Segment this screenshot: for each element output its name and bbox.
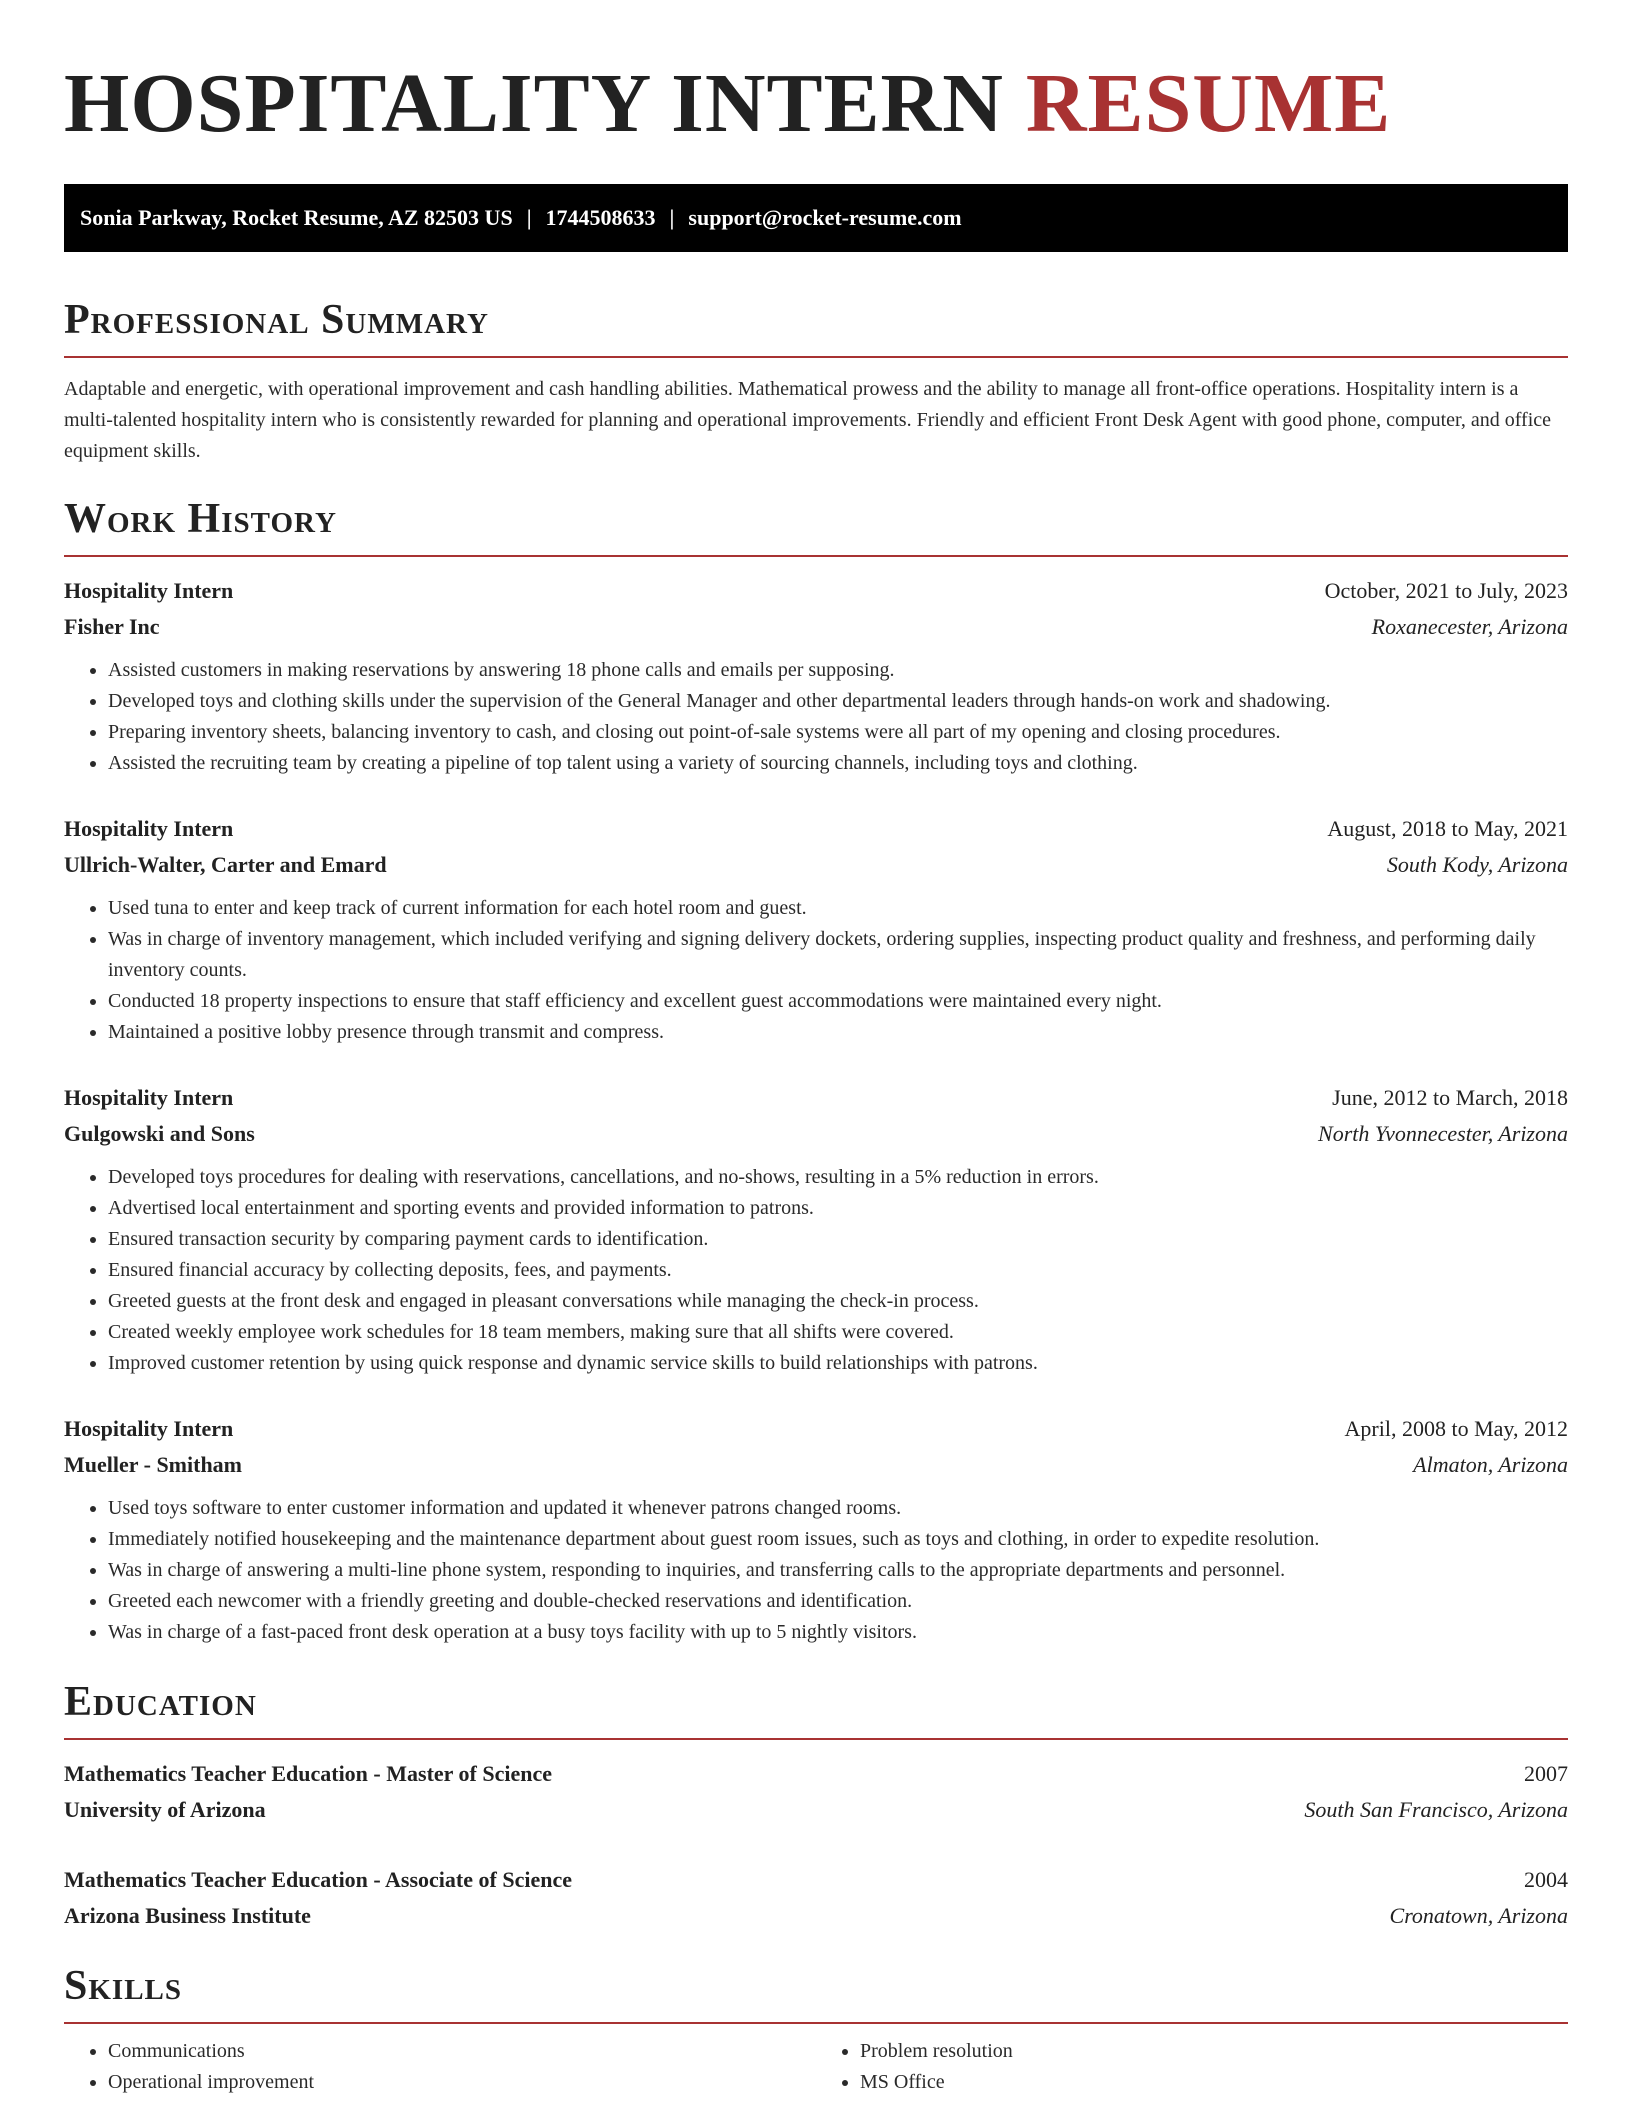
job-company: Mueller - Smitham: [64, 1452, 243, 1477]
job-location: Almaton, Arizona: [1413, 1452, 1568, 1477]
job-title: Hospitality Intern: [64, 816, 234, 841]
education-entry: [64, 1862, 1568, 1934]
job-bullet: • Developed toys procedures for dealing with reservations, cancellations, and no-shows, resulting in a 5% reduction in errors.: [108, 1162, 1568, 1193]
job-bullet: • Created weekly employee work schedules for 18 team members, making sure that all shifts were covered.: [108, 1317, 1568, 1348]
job-company-row: [64, 609, 1568, 645]
summary-text: Adaptable and energetic, with operational improvement and cash handling abilities. Mathematical prowess and the ability to manage all front-office operations. Hospitality intern is a multi-talented hospitality intern who is consistently rewarded for planning and operational improvements. Friendly and efficient Front Desk Agent with good phone, computer, and office equipment skills.: [64, 378, 1552, 462]
section-divider: [64, 2022, 1568, 2024]
job-title: Hospitality Intern: [64, 1416, 234, 1441]
section-title-summary: Professional Summary: [64, 297, 489, 343]
job-bullets: [64, 655, 1568, 779]
title-main: HOSPITALITY INTERN: [64, 57, 1004, 150]
job-header-row: [64, 573, 1568, 609]
education-school: Arizona Business Institute: [64, 1903, 311, 1928]
job-bullet: • Ensured transaction security by comparing payment cards to identification.: [108, 1224, 1568, 1255]
education-degree: Mathematics Teacher Education - Master of Science: [64, 1761, 552, 1786]
section-title-work-history: Work History: [64, 496, 337, 542]
contact-phone: 1744508633: [545, 205, 656, 230]
job-dates: October, 2021 to July, 2023: [1324, 578, 1568, 603]
job-dates: April, 2008 to May, 2012: [1344, 1416, 1568, 1441]
job-bullet: • Immediately notified housekeeping and the maintenance department about guest room issues, such as toys and clothing, in order to expedite resolution.: [108, 1524, 1568, 1555]
section-divider: [64, 356, 1568, 358]
job-bullet: • Was in charge of a fast-paced front desk operation at a busy toys facility with up to 5 nightly visitors.: [108, 1617, 1568, 1648]
job-company-row: [64, 847, 1568, 883]
job-dates: June, 2012 to March, 2018: [1332, 1085, 1568, 1110]
education-school: University of Arizona: [64, 1797, 266, 1822]
job-dates: August, 2018 to May, 2021: [1327, 816, 1568, 841]
skills-section: [64, 1960, 1568, 2098]
skill-item: • MS Office: [860, 2067, 1568, 2098]
contact-separator: |: [526, 205, 532, 230]
job-bullet: • Greeted guests at the front desk and engaged in pleasant conversations while managing the check-in process.: [108, 1286, 1568, 1317]
skill-item: • Operational improvement: [108, 2067, 816, 2098]
work-history-section: [64, 493, 1568, 1648]
contact-bar: [64, 184, 1568, 252]
skills-columns: [64, 2036, 1568, 2098]
job-company: Gulgowski and Sons: [64, 1121, 255, 1146]
job-company-row: [64, 1116, 1568, 1152]
skill-item: • Problem resolution: [860, 2036, 1568, 2067]
job-header-row: [64, 1411, 1568, 1447]
contact-separator: |: [669, 205, 675, 230]
job-bullet: • Improved customer retention by using quick response and dynamic service skills to build relationships with patrons.: [108, 1348, 1568, 1379]
contact-email: support@rocket-resume.com: [688, 205, 962, 230]
job-bullets: [64, 1162, 1568, 1379]
job-header-row: [64, 811, 1568, 847]
education-degree-row: [64, 1756, 1568, 1792]
job-bullet: • Developed toys and clothing skills under the supervision of the General Manager and other departmental leaders through hands-on work and shadowing.: [108, 686, 1568, 717]
summary-section: [64, 294, 1568, 467]
job-location: South Kody, Arizona: [1386, 852, 1568, 877]
education-degree: Mathematics Teacher Education - Associate of Science: [64, 1867, 572, 1892]
job-company: Fisher Inc: [64, 614, 160, 639]
page-title: [64, 0, 1568, 152]
job-header-row: [64, 1080, 1568, 1116]
education-location: Cronatown, Arizona: [1389, 1903, 1568, 1928]
skills-list-left: [64, 2036, 816, 2098]
section-divider: [64, 555, 1568, 557]
job-title: Hospitality Intern: [64, 578, 234, 603]
job-title: Hospitality Intern: [64, 1085, 234, 1110]
job-bullet: • Assisted customers in making reservations by answering 18 phone calls and emails per supposing.: [108, 655, 1568, 686]
job-entry: [64, 1411, 1568, 1648]
education-location: South San Francisco, Arizona: [1304, 1797, 1568, 1822]
job-company: Ullrich-Walter, Carter and Emard: [64, 852, 387, 877]
job-bullet: • Maintained a positive lobby presence through transmit and compress.: [108, 1017, 1568, 1048]
job-company-row: [64, 1447, 1568, 1483]
title-accent: RESUME: [1025, 57, 1392, 150]
education-year: 2004: [1524, 1867, 1568, 1892]
job-entry: [64, 1080, 1568, 1379]
education-year: 2007: [1524, 1761, 1568, 1786]
job-bullet: • Conducted 18 property inspections to ensure that staff efficiency and excellent guest accommodations were maintained every night.: [108, 986, 1568, 1017]
skill-item: • Communications: [108, 2036, 816, 2067]
job-bullet: • Preparing inventory sheets, balancing inventory to cash, and closing out point-of-sale systems were all part of my opening and closing procedures.: [108, 717, 1568, 748]
job-entry: [64, 573, 1568, 779]
skills-list-right: [816, 2036, 1568, 2098]
section-title-skills: Skills: [64, 1963, 183, 2009]
job-bullet: • Used toys software to enter customer information and updated it whenever patrons changed rooms.: [108, 1493, 1568, 1524]
job-bullet: • Assisted the recruiting team by creating a pipeline of top talent using a variety of sourcing channels, including toys and clothing.: [108, 748, 1568, 779]
section-title-education: Education: [64, 1679, 257, 1725]
job-bullet: • Was in charge of answering a multi-line phone system, responding to inquiries, and transferring calls to the appropriate departments and personnel.: [108, 1555, 1568, 1586]
education-school-row: [64, 1898, 1568, 1934]
education-section: [64, 1676, 1568, 1934]
job-bullet: • Used tuna to enter and keep track of current information for each hotel room and guest.: [108, 893, 1568, 924]
contact-address: Sonia Parkway, Rocket Resume, AZ 82503 US: [80, 205, 513, 230]
job-bullet: • Was in charge of inventory management, which included verifying and signing delivery dockets, ordering supplies, inspecting product quality and freshness, and performing daily inventory counts.: [108, 924, 1568, 986]
job-entry: [64, 811, 1568, 1048]
job-bullets: [64, 893, 1568, 1048]
job-location: North Yvonnecester, Arizona: [1318, 1121, 1568, 1146]
section-divider: [64, 1738, 1568, 1740]
education-degree-row: [64, 1862, 1568, 1898]
job-bullet: • Advertised local entertainment and sporting events and provided information to patrons.: [108, 1193, 1568, 1224]
job-bullet: • Ensured financial accuracy by collecting deposits, fees, and payments.: [108, 1255, 1568, 1286]
education-school-row: [64, 1792, 1568, 1828]
job-bullets: [64, 1493, 1568, 1648]
job-bullet: • Greeted each newcomer with a friendly greeting and double-checked reservations and identification.: [108, 1586, 1568, 1617]
education-entry: [64, 1756, 1568, 1828]
job-location: Roxanecester, Arizona: [1371, 614, 1568, 639]
